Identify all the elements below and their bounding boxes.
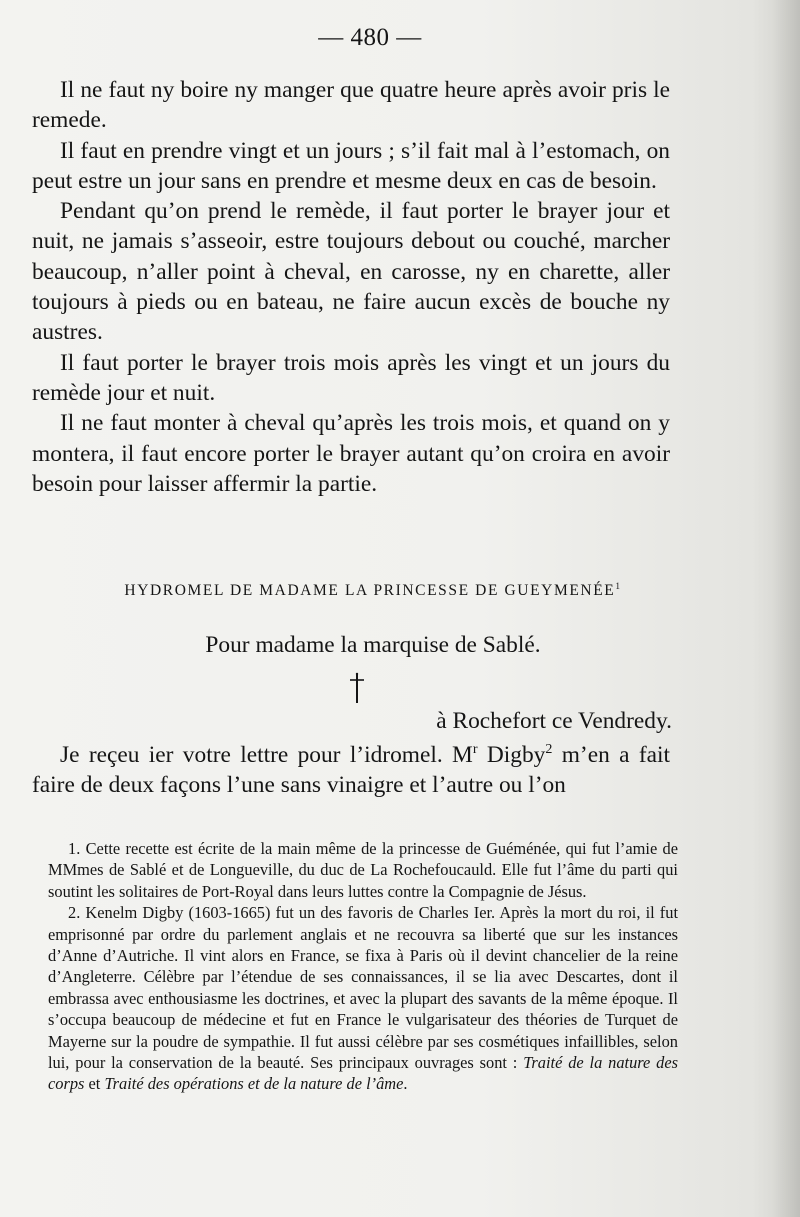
abbr-superscript: r bbox=[472, 741, 478, 758]
main-text bbox=[32, 75, 670, 499]
footnotes bbox=[48, 838, 678, 1095]
page-number: — 480 — bbox=[318, 24, 422, 51]
paragraph: Il faut porter le brayer trois mois après les vingt et un jours du remède jour et nuit. bbox=[32, 349, 670, 406]
letter-name: Digby bbox=[477, 742, 546, 768]
place-date: à Rochefort ce Vendredy. bbox=[436, 708, 672, 734]
page-edge-shadow bbox=[772, 0, 800, 1217]
book-title-1: Traité de la nature des corps bbox=[48, 1053, 679, 1094]
footnote-2-end: . bbox=[403, 1074, 408, 1094]
footnote-ref-1: 1 bbox=[615, 581, 622, 592]
footnote-1: 1. Cette recette est écrite de la main même de la princesse de Guéménée, qui fut l’amie de MMmes de Sablé et de Longueville, du duc de La Rochefoucauld. Elle fut l’âme du parti qui soutint les solitaires de Port-Royal dans leurs luttes contre la Compagnie de Jésus. bbox=[48, 839, 678, 901]
cross-icon bbox=[345, 670, 369, 704]
letter-text-end: m’en a fait faire de deux façons l’une sans vinaigre et l’autre ou l’on bbox=[32, 742, 671, 799]
book-title-2: Traité des opérations et de la nature de l’âme bbox=[104, 1074, 404, 1094]
footnote-2-and: et bbox=[84, 1074, 105, 1094]
section-heading bbox=[32, 582, 714, 600]
footnote-ref-2: 2 bbox=[545, 741, 553, 758]
letter-paragraph bbox=[32, 740, 670, 801]
footnote-2 bbox=[48, 902, 678, 1095]
section-heading-text: HYDROMEL DE MADAME LA PRINCESSE DE GUEYMENÉE bbox=[124, 582, 616, 599]
letter-text bbox=[32, 740, 670, 801]
footnote-2-text: 2. Kenelm Digby (1603-1665) fut un des favoris de Charles Ier. Après la mort du roi, il fut emprisonné par ordre du parlement anglais et ne recouvra sa liberté que sur les instances d’Anne d’Autriche. Il vint alors en France, se fixa à Paris où il devint chancelier de la reine d’Angleterre. Célèbre par l’étendue de ses connaissances, il se lia avec Descartes, dont il embrassa avec enthousiasme les doctrines, et avec la plupart des savants de la même époque. Il s’occupa beaucoup de médecine et fut en France le vulgarisateur des théories de Turquet de Mayerne sur la poudre de sympathie. Il fut aussi célèbre par ses cosmétiques infaillibles, selon lui, pour la conservation de la beauté. Ses principaux ouvrages sont : bbox=[48, 903, 678, 1073]
letter-text-start: Je reçeu ier votre lettre pour l’idromel. M bbox=[60, 742, 473, 768]
paragraph: Il ne faut ny boire ny manger que quatre heure après avoir pris le remede. bbox=[32, 77, 670, 134]
paragraph: Il faut en prendre vingt et un jours ; s’il fait mal à l’estomach, on peut estre un jour sans en prendre et mesme deux en cas de besoin. bbox=[32, 137, 670, 194]
paragraph: Il ne faut monter à cheval qu’après les trois mois, et quand on y montera, il faut encore porter le brayer autant qu’on croira en avoir besoin pour laisser affermir la partie. bbox=[32, 410, 670, 497]
dedication: Pour madame la marquise de Sablé. bbox=[205, 632, 541, 658]
paragraph: Pendant qu’on prend le remède, il faut porter le brayer jour et nuit, ne jamais s’asseoir, estre toujours debout ou couché, marcher beaucoup, n’aller point à cheval, en carosse, ny en charette, aller toujours à pieds ou en bateau, ne faire aucun excès de bouche ny austres. bbox=[32, 198, 670, 346]
